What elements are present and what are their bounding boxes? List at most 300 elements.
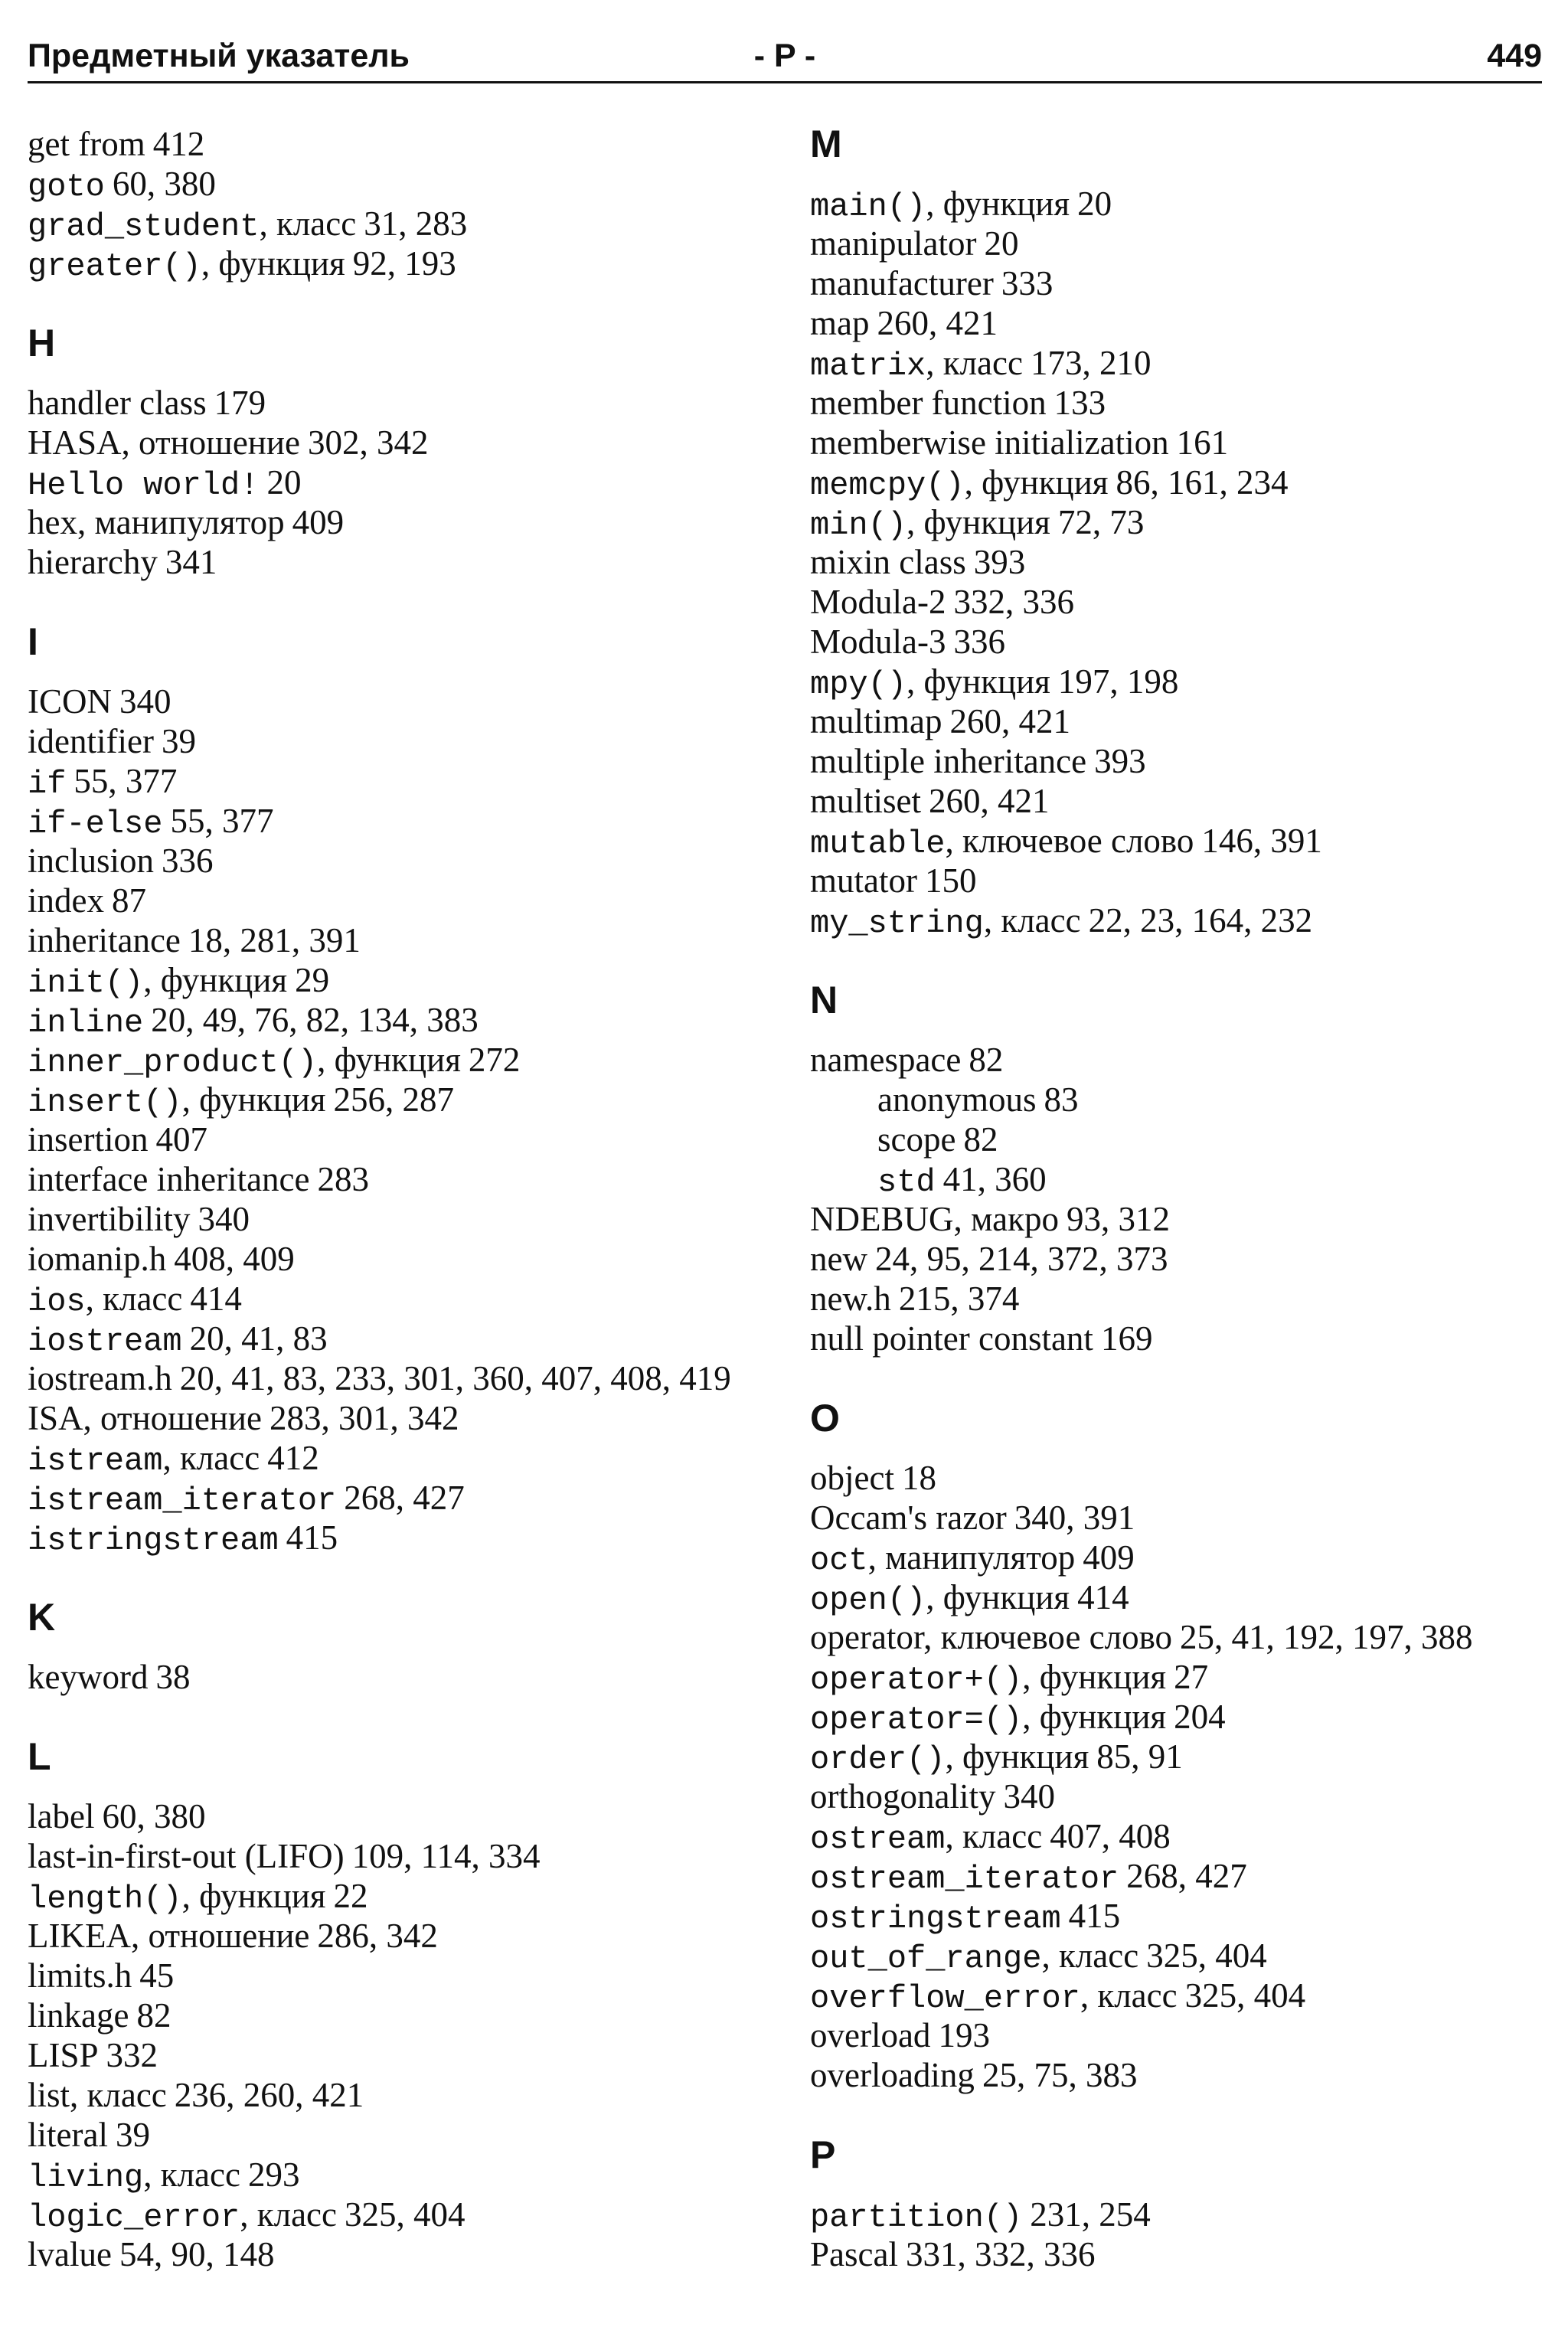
entry-term: memberwise initialization [810, 423, 1169, 462]
entry-descriptor: , класс [162, 1439, 260, 1477]
entry-term: Hello world! [28, 467, 260, 504]
entry-term: new.h [810, 1280, 891, 1318]
index-entry [28, 204, 793, 243]
entry-term: operator=() [810, 1701, 1023, 1738]
index-entry [810, 383, 1545, 423]
entry-term: oct [810, 1542, 868, 1579]
entry-pages: 302, 342 [307, 423, 429, 462]
entry-pages: 24, 95, 214, 372, 373 [874, 1240, 1168, 1278]
entry-pages: 60, 380 [112, 165, 216, 203]
entry-pages: 193 [938, 2016, 990, 2054]
index-entry [810, 542, 1545, 582]
index-entry [810, 1538, 1545, 1577]
entry-pages: 25, 75, 383 [982, 2056, 1138, 2094]
entry-pages: 215, 374 [898, 1280, 1020, 1318]
entry-pages: 393 [973, 543, 1026, 581]
index-entry [28, 681, 793, 721]
index-entry [810, 861, 1545, 900]
entry-term: iostream [28, 1323, 182, 1360]
entry-term: logic_error [28, 2199, 240, 2236]
index-entry [28, 2035, 793, 2075]
entry-term: identifier [28, 722, 154, 760]
entry-descriptor: , функция [181, 1080, 326, 1119]
entry-pages: 161 [1176, 423, 1229, 462]
index-entry [810, 821, 1545, 861]
entry-pages: 29 [295, 961, 330, 999]
entry-descriptor: , функция [1022, 1698, 1167, 1736]
entry-pages: 409 [292, 503, 345, 541]
entry-term: object [810, 1459, 894, 1497]
index-entry [810, 781, 1545, 821]
entry-descriptor: , функция [926, 185, 1070, 223]
entry-pages: 341 [165, 543, 217, 581]
index-entry [28, 2075, 793, 2115]
entry-pages: 22 [333, 1877, 368, 1915]
index-entry [28, 1478, 793, 1518]
index-entry [28, 423, 793, 462]
entry-descriptor: , класс [85, 1280, 183, 1318]
entry-term: mutator [810, 861, 917, 900]
index-entry [28, 1239, 793, 1279]
entry-pages: 407 [155, 1120, 207, 1159]
entry-term: new [810, 1240, 867, 1278]
entry-descriptor: , класс [983, 901, 1081, 940]
index-entry [28, 1159, 793, 1199]
index-subentry [810, 1119, 1545, 1159]
entry-pages: 414 [190, 1280, 242, 1318]
entry-descriptor: , функция [906, 503, 1050, 541]
entry-descriptor: , функция [906, 662, 1050, 701]
index-entry [810, 701, 1545, 741]
index-entry [28, 1438, 793, 1478]
entry-term: grad_student [28, 208, 260, 245]
entry-descriptor: , класс [70, 2076, 167, 2114]
entry-term: Occam's razor [810, 1499, 1007, 1537]
entry-term: min() [810, 507, 907, 544]
index-entry [810, 1617, 1545, 1657]
entry-pages: 333 [1001, 264, 1054, 302]
index-entry [810, 1976, 1545, 2015]
index-entry [28, 801, 793, 841]
entry-term: inclusion [28, 842, 154, 880]
entry-pages: 340, 391 [1014, 1499, 1135, 1537]
entry-term: ICON [28, 682, 112, 721]
entry-pages: 268, 427 [1126, 1857, 1247, 1895]
entry-pages: 268, 427 [344, 1479, 465, 1517]
entry-pages: 87 [111, 881, 146, 920]
index-entry [28, 1358, 793, 1398]
entry-pages: 41, 360 [942, 1160, 1047, 1198]
entry-pages: 409 [1083, 1538, 1135, 1577]
index-entry [810, 224, 1545, 263]
entry-pages: 412 [152, 125, 205, 163]
index-entry [28, 502, 793, 542]
entry-descriptor: , ключевое слово [945, 822, 1194, 860]
entry-pages: 340 [119, 682, 172, 721]
entry-descriptor: , класс [926, 344, 1023, 382]
entry-term: greater() [28, 248, 201, 285]
entry-term: istream [28, 1443, 163, 1479]
entry-term: inheritance [28, 921, 181, 959]
entry-term: manufacturer [810, 264, 994, 302]
index-entry [28, 1995, 793, 2035]
section-letter: O [810, 1397, 840, 1440]
entry-term: out_of_range [810, 1940, 1042, 1977]
entry-descriptor: , функция [201, 244, 345, 283]
index-entry [28, 383, 793, 423]
entry-term: limits.h [28, 1956, 132, 1995]
entry-pages: 260, 421 [877, 304, 998, 342]
entry-term: matrix [810, 348, 926, 384]
entry-descriptor: , отношение [83, 1399, 262, 1437]
entry-term: interface inheritance [28, 1160, 310, 1198]
index-entry [810, 343, 1545, 383]
index-entry [28, 1319, 793, 1358]
entry-pages: 85, 91 [1096, 1737, 1183, 1776]
entry-term: ostream [810, 1821, 946, 1858]
index-entry [810, 1040, 1545, 1080]
entry-pages: 169 [1100, 1319, 1153, 1358]
entry-pages: 20, 41, 83, 233, 301, 360, 407, 408, 419 [179, 1359, 731, 1397]
entry-pages: 414 [1077, 1578, 1129, 1616]
entry-term: orthogonality [810, 1777, 996, 1816]
entry-pages: 25, 41, 192, 197, 388 [1180, 1618, 1473, 1656]
entry-descriptor: , класс [259, 204, 357, 243]
index-entry [810, 1936, 1545, 1976]
entry-term: ostream_iterator [810, 1861, 1119, 1897]
entry-term: Modula-3 [810, 623, 946, 661]
entry-term: main() [810, 188, 926, 225]
entry-term: LIKEA [28, 1917, 131, 1955]
entry-term: label [28, 1797, 95, 1835]
entry-term: invertibility [28, 1200, 191, 1238]
index-entry [810, 1657, 1545, 1697]
index-entry [810, 1697, 1545, 1737]
section-letter: P [810, 2133, 836, 2176]
entry-descriptor: , функция [143, 961, 288, 999]
entry-term: iostream.h [28, 1359, 172, 1397]
entry-term: length() [28, 1881, 182, 1917]
entry-term: memcpy() [810, 467, 965, 504]
entry-pages: 109, 114, 334 [351, 1837, 541, 1875]
entry-term: overload [810, 2016, 931, 2054]
entry-pages: 55, 377 [74, 762, 178, 800]
index-entry [810, 900, 1545, 940]
entry-pages: 22, 23, 164, 232 [1088, 901, 1313, 940]
index-entry [28, 920, 793, 960]
entry-term: LISP [28, 2036, 99, 2074]
entry-term: Modula-2 [810, 583, 946, 621]
entry-pages: 133 [1054, 384, 1106, 422]
index-column-right [810, 124, 1545, 2274]
entry-term: ios [28, 1283, 86, 1320]
entry-pages: 60, 380 [102, 1797, 206, 1835]
entry-pages: 331, 332, 336 [905, 2235, 1096, 2273]
entry-term: partition() [810, 2199, 1023, 2236]
index-entry [810, 1816, 1545, 1856]
entry-pages: 325, 404 [345, 2195, 466, 2234]
entry-pages: 55, 377 [170, 802, 274, 840]
entry-term: insert() [28, 1084, 182, 1121]
index-entry [810, 1458, 1545, 1498]
entry-pages: 146, 391 [1201, 822, 1322, 860]
index-entry [28, 1796, 793, 1836]
entry-pages: 336 [953, 623, 1005, 661]
entry-pages: 20, 49, 76, 82, 134, 383 [151, 1001, 479, 1039]
entry-pages: 293 [247, 2156, 300, 2194]
entry-term: operator [810, 1618, 924, 1656]
entry-term: operator+() [810, 1662, 1023, 1698]
index-entry [28, 1657, 793, 1697]
index-entry [28, 1040, 793, 1080]
entry-descriptor: , класс [143, 2156, 240, 2194]
index-entry [28, 2234, 793, 2274]
entry-term: hierarchy [28, 543, 158, 581]
entry-descriptor: , функция [964, 463, 1109, 502]
entry-term: ISA [28, 1399, 83, 1437]
section-letter: I [28, 620, 38, 663]
section-letter: L [28, 1735, 51, 1778]
index-entry [810, 2234, 1545, 2274]
section-letter: H [28, 322, 56, 364]
entry-pages: 407, 408 [1050, 1817, 1171, 1855]
index-entry [28, 164, 793, 204]
entry-descriptor: , функция [926, 1578, 1070, 1616]
entry-pages: 325, 404 [1146, 1937, 1267, 1975]
index-entry [810, 462, 1545, 502]
entry-term: order() [810, 1741, 946, 1778]
index-entry [28, 1956, 793, 1995]
entry-pages: 340 [198, 1200, 250, 1238]
index-entry [28, 1279, 793, 1319]
index-entry [28, 881, 793, 920]
entry-pages: 83 [1044, 1080, 1079, 1119]
index-entry [810, 1279, 1545, 1319]
section-letter: K [28, 1596, 56, 1639]
index-entry [28, 1836, 793, 1876]
entry-term: anonymous [877, 1080, 1037, 1119]
entry-term: insertion [28, 1120, 149, 1159]
entry-pages: 86, 161, 234 [1116, 463, 1289, 502]
section-letter: M [810, 123, 842, 165]
entry-term: if-else [28, 806, 163, 842]
entry-term: if [28, 766, 67, 802]
entry-term: HASA [28, 423, 122, 462]
index-entry [28, 124, 793, 164]
entry-term: map [810, 304, 870, 342]
entry-pages: 93, 312 [1067, 1200, 1171, 1238]
index-entry [28, 2115, 793, 2155]
entry-term: init() [28, 965, 144, 1002]
index-entry [810, 662, 1545, 701]
entry-pages: 415 [1068, 1897, 1121, 1935]
index-entry [810, 1199, 1545, 1239]
index-entry [810, 1856, 1545, 1896]
entry-descriptor: , функция [317, 1041, 461, 1079]
entry-pages: 20 [266, 463, 302, 502]
index-entry [810, 741, 1545, 781]
entry-pages: 20, 41, 83 [189, 1319, 328, 1358]
entry-term: scope [877, 1120, 956, 1159]
entry-term: iomanip.h [28, 1240, 167, 1278]
entry-term: inline [28, 1005, 144, 1041]
index-entry [810, 1776, 1545, 1816]
entry-pages: 179 [214, 384, 266, 422]
entry-term: index [28, 881, 104, 920]
entry-descriptor: , манипулятор [77, 503, 285, 541]
entry-pages: 340 [1003, 1777, 1055, 1816]
entry-pages: 18 [901, 1459, 936, 1497]
running-head-title: Предметный указатель [28, 38, 410, 74]
index-entry [810, 1239, 1545, 1279]
entry-term: open() [810, 1582, 926, 1619]
entry-pages: 173, 210 [1030, 344, 1152, 382]
entry-term: linkage [28, 1996, 129, 2035]
entry-pages: 54, 90, 148 [119, 2235, 275, 2273]
entry-term: goto [28, 168, 105, 205]
entry-descriptor: , функция [181, 1877, 326, 1915]
entry-pages: 256, 287 [333, 1080, 454, 1119]
entry-term: multiset [810, 782, 921, 820]
page-header [28, 31, 1542, 83]
entry-descriptor: , функция [1022, 1658, 1167, 1696]
index-entry [810, 184, 1545, 224]
entry-term: my_string [810, 905, 984, 942]
entry-term: living [28, 2159, 144, 2196]
index-entry [28, 1199, 793, 1239]
index-entry [28, 2195, 793, 2234]
index-entry [28, 542, 793, 582]
entry-pages: 31, 283 [364, 204, 468, 243]
index-entry [28, 1518, 793, 1557]
index-entry [810, 263, 1545, 303]
entry-term: get from [28, 125, 145, 163]
entry-term: handler class [28, 384, 207, 422]
entry-pages: 236, 260, 421 [174, 2076, 364, 2114]
entry-pages: 260, 421 [929, 782, 1050, 820]
entry-term: NDEBUG [810, 1200, 954, 1238]
entry-pages: 150 [924, 861, 977, 900]
entry-descriptor: , макро [953, 1200, 1060, 1238]
index-entry [28, 960, 793, 1000]
entry-pages: 408, 409 [174, 1240, 295, 1278]
entry-pages: 197, 198 [1057, 662, 1179, 701]
entry-term: std [877, 1164, 936, 1201]
entry-pages: 72, 73 [1057, 503, 1145, 541]
index-entry [28, 462, 793, 502]
index-entry [28, 1119, 793, 1159]
entry-pages: 38 [155, 1658, 191, 1696]
entry-pages: 332 [106, 2036, 158, 2074]
entry-term: list [28, 2076, 70, 2114]
entry-term: ostringstream [810, 1901, 1061, 1937]
index-entry [28, 721, 793, 761]
index-entry [28, 1000, 793, 1040]
entry-pages: 39 [115, 2116, 150, 2154]
index-column-left [28, 124, 793, 2274]
entry-term: null pointer constant [810, 1319, 1093, 1358]
index-entry [810, 1737, 1545, 1776]
index-entry [810, 1319, 1545, 1358]
entry-pages: 231, 254 [1030, 2195, 1151, 2234]
entry-descriptor: , отношение [130, 1917, 310, 1955]
entry-term: overloading [810, 2056, 975, 2094]
entry-descriptor: , класс [240, 2195, 337, 2234]
entry-pages: 415 [286, 1518, 338, 1557]
entry-pages: 82 [963, 1120, 998, 1159]
index-entry [810, 2015, 1545, 2055]
entry-term: keyword [28, 1658, 149, 1696]
index-entry [28, 1398, 793, 1438]
index-entry [810, 2055, 1545, 2095]
index-entry [28, 243, 793, 283]
entry-term: mutable [810, 825, 946, 862]
entry-pages: 20 [1077, 185, 1112, 223]
entry-pages: 283, 301, 342 [269, 1399, 459, 1437]
index-entry [810, 502, 1545, 542]
entry-term: member function [810, 384, 1047, 422]
entry-descriptor: , класс [1080, 1976, 1178, 2015]
entry-term: istream_iterator [28, 1482, 337, 1519]
index-entry [28, 841, 793, 881]
entry-pages: 82 [136, 1996, 172, 2035]
index-entry [810, 303, 1545, 343]
entry-descriptor: , манипулятор [867, 1538, 1076, 1577]
entry-term: hex [28, 503, 77, 541]
entry-term: multimap [810, 702, 942, 740]
entry-pages: 325, 404 [1184, 1976, 1306, 2015]
entry-pages: 27 [1174, 1658, 1209, 1696]
entry-term: mpy() [810, 666, 907, 703]
entry-pages: 260, 421 [949, 702, 1070, 740]
entry-term: literal [28, 2116, 108, 2154]
entry-pages: 336 [162, 842, 214, 880]
index-entry [28, 761, 793, 801]
entry-term: multiple inheritance [810, 742, 1087, 780]
index-entry [28, 1876, 793, 1916]
index-entry [28, 2155, 793, 2195]
entry-term: manipulator [810, 224, 977, 263]
index-entry [28, 1916, 793, 1956]
section-letter: N [810, 979, 838, 1021]
entry-pages: 92, 193 [352, 244, 456, 283]
entry-pages: 204 [1174, 1698, 1226, 1736]
entry-pages: 272 [468, 1041, 521, 1079]
entry-term: last-in-first-out (LIFO) [28, 1837, 345, 1875]
index-entry [810, 622, 1545, 662]
entry-pages: 393 [1094, 742, 1146, 780]
index-entry [810, 423, 1545, 462]
entry-pages: 39 [161, 722, 196, 760]
entry-descriptor: , класс [1041, 1937, 1139, 1975]
entry-pages: 20 [984, 224, 1019, 263]
index-entry [810, 1498, 1545, 1538]
index-entry [810, 1577, 1545, 1617]
index-entry [28, 1080, 793, 1119]
entry-term: inner_product() [28, 1044, 318, 1081]
entry-descriptor: , класс [945, 1817, 1043, 1855]
index-entry [810, 582, 1545, 622]
entry-pages: 45 [139, 1956, 175, 1995]
index-subentry [810, 1080, 1545, 1119]
entry-term: Pascal [810, 2235, 898, 2273]
entry-descriptor: , функция [945, 1737, 1089, 1776]
entry-pages: 332, 336 [953, 583, 1074, 621]
entry-pages: 412 [267, 1439, 319, 1477]
index-subentry [810, 1159, 1545, 1199]
entry-term: lvalue [28, 2235, 112, 2273]
page-number: 449 [1487, 38, 1542, 74]
